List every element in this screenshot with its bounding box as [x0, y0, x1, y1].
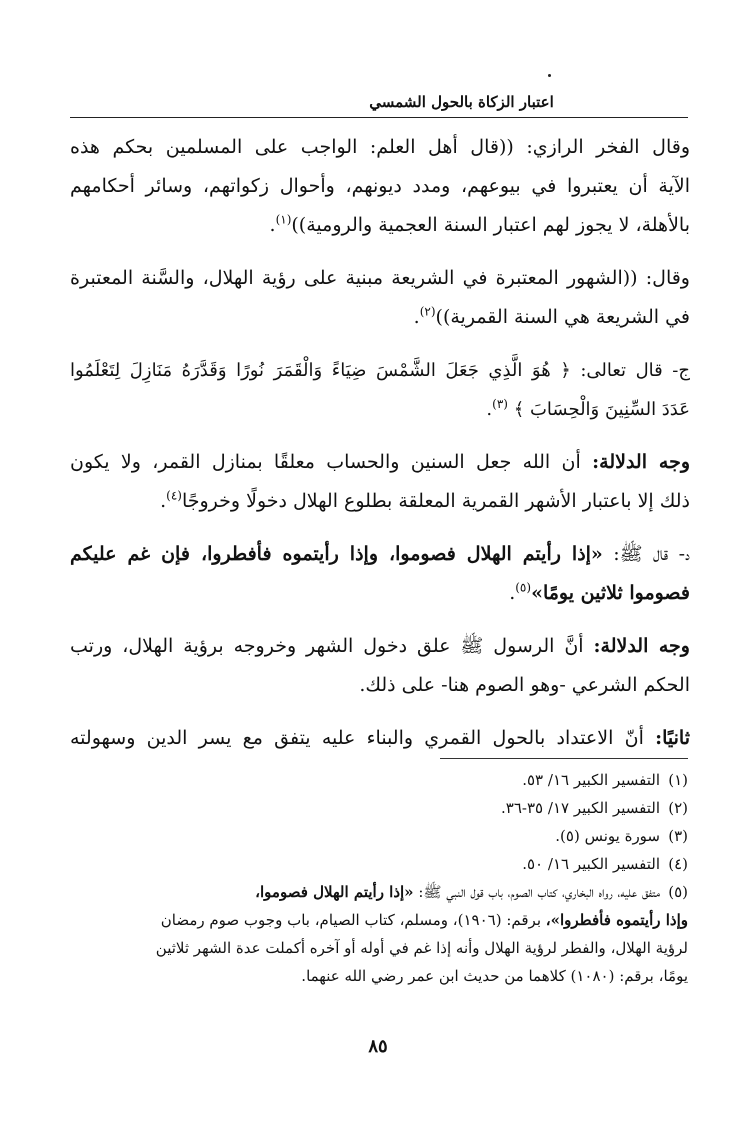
footnote-5-line-2 — [70, 906, 688, 934]
paragraph-hadith — [70, 535, 690, 613]
text-line-end: عَدَدَ السِّنِينَ وَالْحِسَابَ ﴾ — [513, 399, 690, 420]
text-line-end: في الشريعة هي السنة القمرية)) — [435, 306, 690, 328]
paragraph-evidence-2 — [70, 627, 690, 705]
footnote-number: (٤) — [668, 855, 688, 873]
running-head: اعتبار الزكاة بالحول الشمسي — [369, 93, 554, 111]
text-line — [70, 627, 690, 666]
footnote-hadith: «إذا رأيتم الهلال فصوموا، — [255, 883, 414, 901]
text-line-body: أن الله جعل السنين والحساب معلقًا بمنازل القمر، ولا يكون — [70, 451, 581, 473]
paragraph-quran-verse — [70, 351, 690, 429]
text-line: بالأهلة، لا يجوز لهم اعتبار السنة العجمية والرومية))$^{(١)}$. — [269, 212, 690, 236]
footnote-text: برقم: (١٩٠٦)، ومسلم، كتاب الصيام، باب وجوب صوم رمضان — [160, 911, 546, 929]
text-line: وقال: ((الشهور المعتبرة في الشريعة مبنية على رؤية الهلال، والسَّنة المعتبرة — [70, 267, 690, 289]
footnote-5 — [70, 878, 688, 906]
footnote-number: (١) — [668, 771, 688, 789]
text-line-end: بالأهلة، لا يجوز لهم اعتبار السنة العجمية والرومية)) — [291, 214, 690, 236]
text-line: الآية أن يعتبروا في بيوعهم، ومدد ديونهم، وأحوال زكواتهم، وسائر أحكامهم — [70, 175, 690, 197]
text-line-end: ذلك إلا باعتبار الأشهر القمرية المعلقة بطلوع الهلال دخولًا وخروجًا — [181, 490, 690, 512]
footnote-number: (٥) — [668, 883, 688, 901]
text-line — [70, 535, 690, 574]
footnote-3 — [70, 822, 688, 850]
section-label: ثانيًا: — [655, 727, 690, 749]
footnote-ref: (٢) — [419, 304, 436, 319]
text-line: فصوموا ثلاثين يومًا»$^{(٥)}$. — [509, 580, 690, 604]
footnote-rule — [440, 758, 688, 759]
footnote-2 — [70, 794, 688, 822]
hadith-text: «إذا رأيتم الهلال فصوموا، وإذا رأيتموه فأفطروا، فإن غم عليكم — [70, 543, 603, 565]
footnote-number: (٢) — [668, 799, 688, 817]
footnote-4 — [70, 850, 688, 878]
footnote-text: متفق عليه، رواه البخاري، كتاب الصوم، باب قول النبي ﷺ: — [418, 883, 660, 901]
footnote-ref: (٤) — [166, 488, 182, 503]
header-rule — [70, 117, 688, 118]
footnote-ref: (٣) — [492, 397, 508, 411]
footnote-text: التفسير الكبير ١٧/ ٣٥-٣٦. — [501, 799, 660, 817]
footnote-ref: (٥) — [515, 580, 532, 595]
hadith-prefix: د- قال ﷺ: — [613, 543, 690, 565]
footnote-text: التفسير الكبير ١٦/ ٥٠. — [522, 855, 660, 873]
footnote-text: التفسير الكبير ١٦/ ٥٣. — [522, 771, 660, 789]
footnote-hadith: وإذا رأيتموه فأفطروا»، — [545, 911, 688, 929]
text-line: عَدَدَ السِّنِينَ وَالْحِسَابَ ﴾ $^{(٣)}$. — [486, 397, 690, 420]
page-number: ٨٥ — [368, 1036, 388, 1057]
text-line-body: أنّ الاعتداد بالحول القمري والبناء عليه يتفق مع يسر الدين وسهولته — [70, 727, 644, 749]
text-line — [70, 443, 690, 482]
footnote-1 — [70, 766, 688, 794]
paragraph-razi-2 — [70, 259, 690, 337]
evidence-label: وجه الدلالة: — [592, 451, 691, 473]
text-line: ذلك إلا باعتبار الأشهر القمرية المعلقة بطلوع الهلال دخولًا وخروجًا$^{(٤)}$. — [160, 488, 690, 512]
text-line: وقال الفخر الرازي: ((قال أهل العلم: الواجب على المسلمين بحكم هذه — [70, 136, 690, 158]
footnote-5-line-4: يومًا، برقم: (١٠٨٠) كلاهما من حديث ابن عمر رضي الله عنهما. — [301, 967, 688, 985]
footnote-number: (٣) — [668, 827, 688, 845]
text-line: ج- قال تعالى: ﴿ هُوَ الَّذِي جَعَلَ الشَّمْسَ ضِيَاءً وَالْقَمَرَ نُورًا وَقَدَّرَهُ مَنَازِلَ لِتَعْلَمُوا — [70, 360, 690, 381]
paragraph-evidence-1 — [70, 443, 690, 521]
page-dot — [548, 74, 551, 77]
footnote-ref: (١) — [275, 212, 292, 227]
paragraph-razi — [70, 128, 690, 245]
hadith-text-end: فصوموا ثلاثين يومًا» — [531, 582, 690, 604]
body-text — [70, 128, 690, 772]
evidence-label: وجه الدلالة: — [593, 635, 690, 657]
text-line-body: أنَّ الرسول ﷺ علق دخول الشهر وخروجه برؤية الهلال، ورتب — [70, 635, 584, 657]
footnote-5-line-3: لرؤية الهلال، والفطر لرؤية الهلال وأنه إذا غم في أوله أو آخره أكملت عدة الشهر ثلاثين — [155, 939, 688, 957]
footnote-text: سورة يونس (٥). — [555, 827, 660, 845]
text-line: في الشريعة هي السنة القمرية))$^{(٢)}$. — [413, 304, 690, 328]
text-line: الحكم الشرعي -وهو الصوم هنا- على ذلك. — [359, 674, 690, 696]
text-line — [70, 719, 690, 758]
footnotes — [70, 766, 688, 990]
paragraph-second — [70, 719, 690, 758]
